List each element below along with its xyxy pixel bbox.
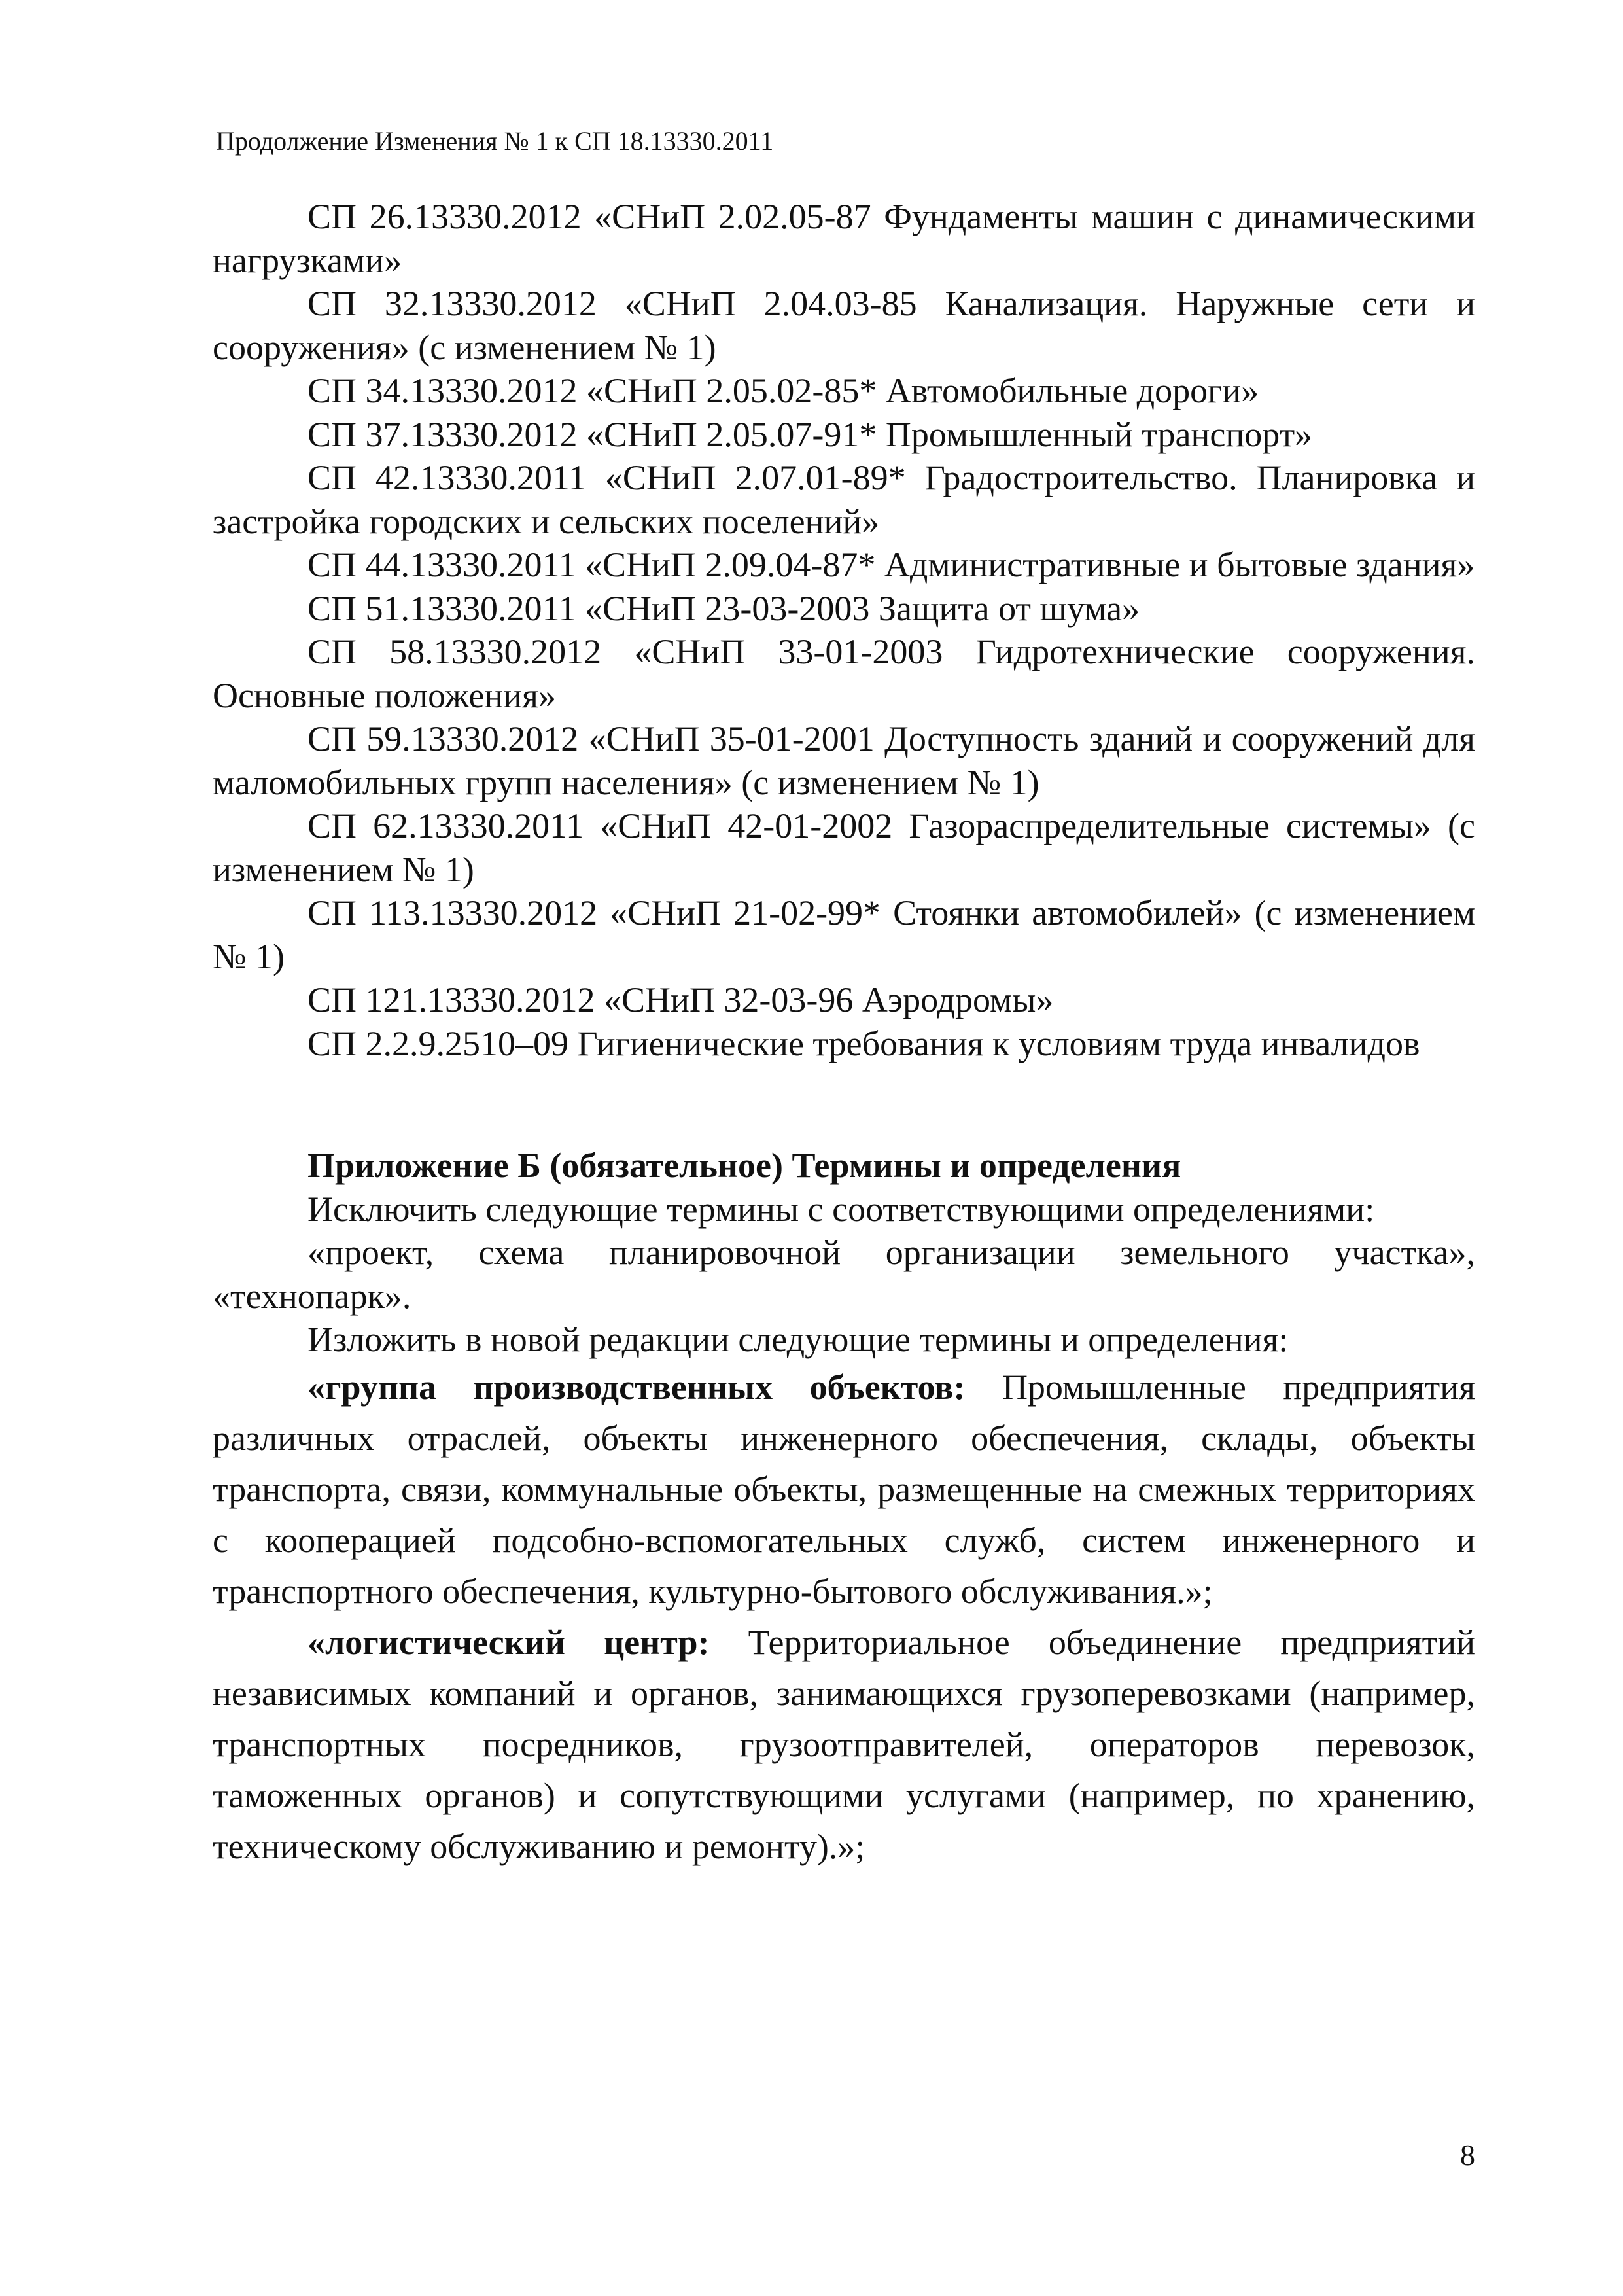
reference-item: СП 44.13330.2011 «СНиП 2.09.04-87* Административные и бытовые здания» (307, 545, 1475, 584)
page-number: 8 (1460, 2138, 1475, 2172)
reference-item: СП 37.13330.2012 «СНиП 2.05.07-91* Промышленный транспорт» (307, 414, 1313, 454)
term-name: «группа производственных объектов: (307, 1367, 966, 1407)
term-text: Промышленные предприятия различных отраслей, объекты инженерного обеспечения, склады, объекты транспорта, связи, коммунальные объекты, размещенные на смежных территориях с кооперацией подсобно-вспомогательных служб, систем инженерного и транспортного обеспечения, культурно-бытового обслуживания.»; (213, 1367, 1475, 1611)
exclude-intro: Исключить следующие термины с соответствующими определениями: (307, 1189, 1375, 1229)
reference-item: СП 121.13330.2012 «СНиП 32-03-96 Аэродромы» (307, 980, 1054, 1019)
document-body (213, 195, 1475, 1872)
reference-item: СП 51.13330.2011 «СНиП 23-03-2003 Защита от шума» (307, 588, 1140, 628)
term-definition (213, 1617, 1475, 1872)
term-text: Территориальное объединение предприятий независимых компаний и органов, занимающихся грузоперевозками (например, транспортных посредников, грузоотправителей, операторов перевозок, таможенных органов) и сопутствующими услугами (например, по хранению, техническому обслуживанию и ремонту).»; (213, 1622, 1475, 1866)
term-name: «логистический центр: (307, 1622, 710, 1662)
reference-item: СП 58.13330.2012 «СНиП 33-01-2003 Гидротехнические сооружения. Основные положения» (213, 632, 1475, 715)
excluded-terms: «проект, схема планировочной организации земельного участка», «технопарк». (213, 1233, 1475, 1316)
reference-item: СП 32.13330.2012 «СНиП 2.04.03-85 Канализация. Наружные сети и сооружения» (с изменением № 1) (213, 284, 1475, 367)
reference-item: СП 113.13330.2012 «СНиП 21-02-99* Стоянки автомобилей» (с изменением № 1) (213, 893, 1475, 976)
page-header: Продолжение Изменения № 1 к СП 18.13330.2011 (216, 126, 774, 156)
reference-item: СП 34.13330.2012 «СНиП 2.05.02-85* Автомобильные дороги» (307, 371, 1259, 410)
reference-item: СП 42.13330.2011 «СНиП 2.07.01-89* Градостроительство. Планировка и застройка городских и сельских поселений» (213, 458, 1475, 541)
reference-item: СП 62.13330.2011 «СНиП 42-01-2002 Газораспределительные системы» (с изменением № 1) (213, 806, 1475, 889)
new-terms-intro: Изложить в новой редакции следующие термины и определения: (307, 1320, 1289, 1359)
term-definition (213, 1362, 1475, 1617)
reference-item: СП 59.13330.2012 «СНиП 35-01-2001 Доступность зданий и сооружений для маломобильных групп населения» (с изменением № 1) (213, 719, 1475, 802)
reference-item: СП 26.13330.2012 «СНиП 2.02.05-87 Фундаменты машин с динамическими нагрузками» (213, 197, 1475, 280)
reference-item: СП 2.2.9.2510–09 Гигиенические требования к условиям труда инвалидов (307, 1023, 1420, 1063)
appendix-heading: Приложение Б (обязательное) Термины и определения (307, 1146, 1181, 1185)
